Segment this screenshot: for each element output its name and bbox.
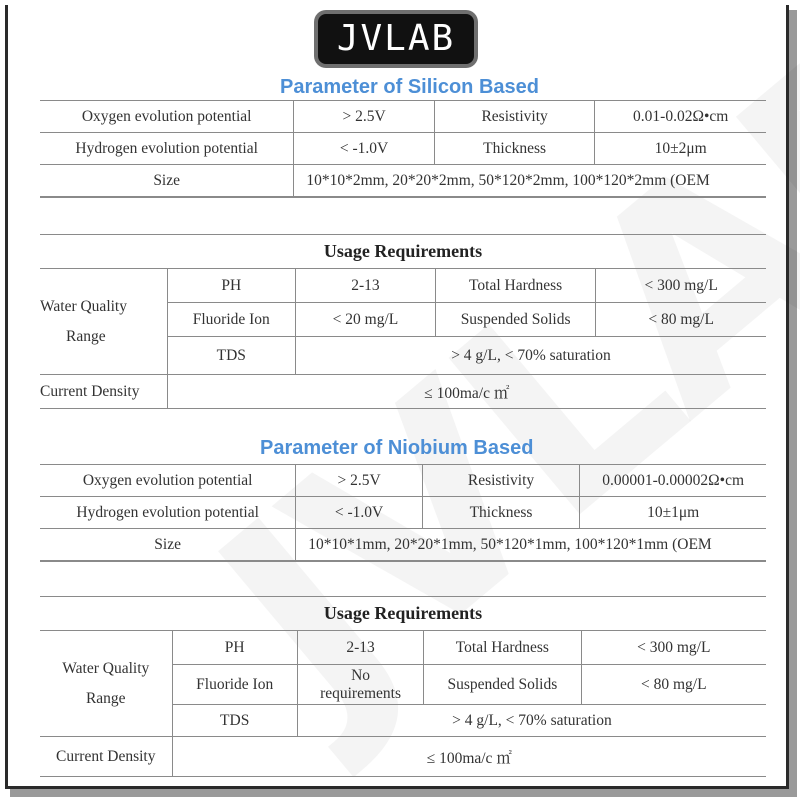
- table-row: [40, 465, 766, 497]
- frame-shadow-bottom: [10, 789, 797, 797]
- divider: [40, 197, 766, 198]
- hardness-value: < 300 mg/L: [581, 631, 766, 665]
- table-row: [40, 235, 766, 269]
- param-value: < -1.0V: [294, 133, 435, 165]
- wq-line1: Water Quality: [62, 659, 150, 677]
- hardness-label: Total Hardness: [435, 269, 595, 303]
- tds-value: > 4 g/L, < 70% saturation: [295, 337, 766, 375]
- wq-line2: Range: [85, 689, 126, 707]
- water-quality-label: [40, 631, 172, 737]
- fluoride-value: < 20 mg/L: [295, 303, 435, 337]
- table-row: [40, 737, 766, 777]
- usage-title: Usage Requirements: [40, 235, 766, 269]
- current-density-value: ≤ 100ma/c ㎡: [172, 737, 766, 777]
- tds-value: > 4 g/L, < 70% saturation: [297, 705, 766, 737]
- solids-value: < 80 mg/L: [596, 303, 766, 337]
- ph-value: 2-13: [297, 631, 423, 665]
- tds-label: TDS: [172, 705, 297, 737]
- table-row: [40, 101, 766, 133]
- ph-label: PH: [172, 631, 297, 665]
- size-label: Size: [40, 529, 296, 561]
- usage-title: Usage Requirements: [40, 597, 766, 631]
- wq-line2: Range: [66, 327, 106, 345]
- wq-line1: Water Quality: [40, 297, 127, 315]
- solids-value: < 80 mg/L: [581, 665, 766, 705]
- table-row: [40, 133, 766, 165]
- silicon-usage-table: [40, 234, 766, 409]
- param-label: Hydrogen evolution potential: [40, 497, 296, 529]
- tds-label: TDS: [167, 337, 295, 375]
- silicon-title: Parameter of Silicon Based: [280, 76, 539, 98]
- param-value: 0.01-0.02Ω•cm: [595, 101, 766, 133]
- fluoride-label: Fluoride Ion: [172, 665, 297, 705]
- param-value: > 2.5V: [296, 465, 423, 497]
- logo-badge: [318, 14, 474, 64]
- param-label: Resistivity: [434, 101, 595, 133]
- param-label: Hydrogen evolution potential: [40, 133, 294, 165]
- table-row: [40, 269, 766, 303]
- niobium-title: Parameter of Niobium Based: [260, 437, 534, 459]
- param-value: 10±2μm: [595, 133, 766, 165]
- param-label: Thickness: [422, 497, 579, 529]
- param-value: < -1.0V: [296, 497, 423, 529]
- size-value: 10*10*1mm, 20*20*1mm, 50*120*1mm, 100*120*1mm (OEM: [296, 529, 766, 561]
- param-label: Oxygen evolution potential: [40, 101, 294, 133]
- table-row: [40, 597, 766, 631]
- fluoride-value-line2: requirements: [320, 684, 401, 702]
- table-row: [40, 631, 766, 665]
- current-density-label: Current Density: [40, 737, 172, 777]
- silicon-param-table: [40, 100, 766, 197]
- table-row: [40, 529, 766, 561]
- size-label: Size: [40, 165, 294, 197]
- hardness-value: < 300 mg/L: [596, 269, 766, 303]
- ph-label: PH: [167, 269, 295, 303]
- table-row: [40, 165, 766, 197]
- logo-text: JVLAB: [336, 18, 456, 59]
- table-row: [40, 375, 766, 409]
- current-density-value: ≤ 100ma/c ㎡: [167, 375, 766, 409]
- size-value: 10*10*2mm, 20*20*2mm, 50*120*2mm, 100*120*2mm (OEM: [294, 165, 766, 197]
- fluoride-label: Fluoride Ion: [167, 303, 295, 337]
- water-quality-label: [40, 269, 167, 375]
- divider: [40, 561, 766, 562]
- param-label: Oxygen evolution potential: [40, 465, 296, 497]
- solids-label: Suspended Solids: [435, 303, 595, 337]
- frame-shadow-right: [789, 10, 797, 796]
- param-label: Thickness: [434, 133, 595, 165]
- param-value: > 2.5V: [294, 101, 435, 133]
- hardness-label: Total Hardness: [424, 631, 581, 665]
- solids-label: Suspended Solids: [424, 665, 581, 705]
- current-density-label: Current Density: [40, 375, 167, 409]
- niobium-param-table: [40, 464, 766, 561]
- param-value: 10±1μm: [580, 497, 766, 529]
- ph-value: 2-13: [295, 269, 435, 303]
- param-label: Resistivity: [422, 465, 579, 497]
- fluoride-value: [297, 665, 423, 705]
- niobium-usage-table: [40, 596, 766, 777]
- table-row: [40, 497, 766, 529]
- param-value: 0.00001-0.00002Ω•cm: [580, 465, 766, 497]
- fluoride-value-line1: No: [351, 666, 371, 684]
